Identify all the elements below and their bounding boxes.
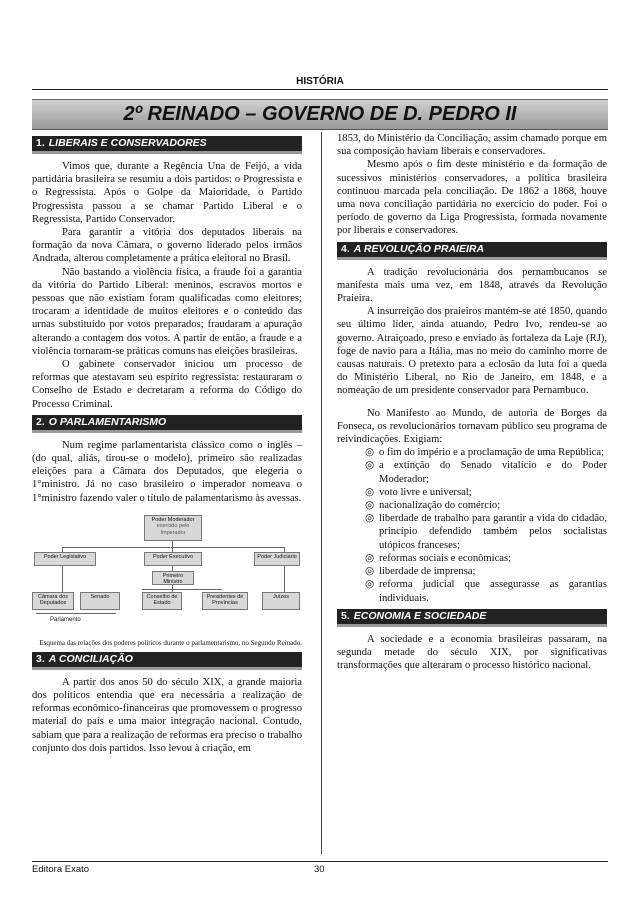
- paragraph: 1853, do Ministério da Conciliação, assim chamado porque em sua composição haviam liberais e conservadores.: [337, 133, 607, 158]
- paragraph: A sociedade e a economia brasileiras passaram, na segunda metade do século XIX, por significativas transformações que alteraram o processo histórico nacional.: [337, 633, 607, 672]
- circle-bullet-icon: ◎: [365, 447, 375, 459]
- paragraph: No Manifesto ao Mundo, de autoria de Borges da Fonseca, os revolucionários tornavam público seu programa de reivindicações. Exigiam:: [337, 407, 607, 446]
- diagram-box-ministro: Primeiro Ministro: [152, 571, 194, 585]
- circle-bullet-icon: ◎: [365, 460, 375, 472]
- paragraph: Vimos que, durante a Regência Una de Feijó, a vida partidária brasileira se resumiu a dois partidos: o Progressista e o Regressista. Após o Golpe da Maioridade, o Partido Progressista passou a se chamar Partido Liberal e o Regressista, Partido Conservador.: [32, 161, 302, 225]
- column-divider: [321, 132, 322, 854]
- page-title: 2º REINADO – GOVERNO DE D. PEDRO II: [32, 99, 608, 130]
- list-item: ◎ reformas sociais e econômicas;: [365, 552, 512, 564]
- circle-bullet-icon: ◎: [365, 566, 375, 578]
- powers-diagram: [32, 515, 302, 635]
- page-header: HISTÓRIA: [32, 76, 608, 90]
- paragraph: A tradição revolucionária dos pernambucanos se manifesta mais uma vez, em 1848, através da Revolução Praieira.: [337, 266, 607, 305]
- right-column: [337, 132, 607, 672]
- circle-bullet-icon: ◎: [365, 486, 375, 498]
- diagram-box-moderador: Poder Moderador exercido pelo Imperador: [144, 515, 202, 541]
- list-item: ◎ liberdade de trabalho para garantir a vida do cidadão, princípio defendido também pelos socialistas utópicos franceses;: [365, 513, 607, 551]
- page-footer: [32, 861, 608, 875]
- diagram-box-juizes: Juízes: [262, 592, 300, 610]
- section-heading-1: 1. LIBERAIS E CONSERVADORES: [32, 136, 302, 154]
- diagram-box-executivo: Poder Executivo: [144, 552, 202, 566]
- list-item: ◎ reforma judicial que assegurasse as garantias individuais.: [365, 579, 607, 604]
- list-item: ◎ a extinção do Senado vitalício e do Poder Moderador;: [365, 460, 607, 485]
- paragraph: Para garantir a vitória dos deputados liberais na formação da nova Câmara, o governo liderado pelos irmãos Andrada, alterou completamente a prática eleitoral no Brasil.: [32, 227, 302, 265]
- diagram-box-presidentes: Presidentes de Províncias: [202, 592, 248, 610]
- diagram-box-conselho: Conselho de Estado: [142, 592, 182, 610]
- list-item: ◎ voto livre e universal;: [365, 486, 472, 498]
- section-heading-5: 5. ECONOMIA E SOCIEDADE: [337, 609, 607, 627]
- left-column: [32, 132, 302, 755]
- diagram-box-judiciario: Poder Judiciário: [254, 552, 300, 566]
- section-heading-2: 2. O PARLAMENTARISMO: [32, 415, 302, 433]
- diagram-box-legislativo: Poder Legislativo: [34, 552, 96, 566]
- section-heading-4: 4. A REVOLUÇÃO PRAIEIRA: [337, 242, 607, 260]
- list-item: ◎ liberdade de imprensa;: [365, 566, 476, 578]
- circle-bullet-icon: ◎: [365, 579, 375, 591]
- demands-list: [337, 446, 607, 604]
- paragraph: Mesmo após o fim deste ministério e da formação de sucessivos ministérios conservadores, a política brasileira continuou marcada pela conciliação. De 1862 a 1868, houve uma nova conciliação partidária no exercício do poder. Foi o período de governo da Liga Progressista, formada novamente por liberais e conservadores.: [337, 159, 607, 237]
- paragraph: A partir dos anos 50 do século XIX, a grande maioria dos políticos entendia que era necessária a realização de reformas econômico-financeiras que promovessem o progresso material do país e uma maior integração nacional. Contudo, sabiam que para a realização de reformas era preciso o trabalho conjunto dos dois partidos. Isso levou à criação, em: [32, 676, 302, 754]
- section-heading-3: 3. A CONCILIAÇÃO: [32, 652, 302, 670]
- paragraph: Num regime parlamentarista clássico como o inglês – (do qual, aliás, tirou-se o modelo), primeiro são realizadas eleições para a Câmara dos Deputados, que elegeria o 1°ministro. Já no caso brasileiro o imperador nomeava o 1°ministro fazendo valer o título de palamentarismo às avessas.: [32, 439, 302, 504]
- publisher: Editora Exato: [32, 864, 90, 875]
- paragraph: A insurreição dos praieiros mantém-se até 1850, quando seu último líder, ainda atuando, Pedro Ivo, rendeu-se ao governo. Atraiçoado, preso e enviado às fortaleza da Laje (RJ), foge de navio para a Itália, mas no meio do caminho morre de causas naturais. O pretexto para a eclosão da luta foi a queda do Ministério Liberal, no Rio de Janeiro, em 1848, e a nomeação de um presidente conservador para Pernambuco.: [337, 306, 607, 397]
- page-number: 30: [314, 864, 325, 875]
- paragraph: Não bastando a violência física, a fraude foi a garantia da vitória do Partido Liberal: meninos, escravos mortos e pessoas que não existiam foram qualificadas como eleitores; trocaram a identidade de muitos eleitores e o conteúdo das urnas substituído por votos preparados; fraudaram a apuração alterando a contagem dos votos. A partir de então, a fraude e a violência tornaram-se práticas comuns nas eleições brasileiras.: [32, 266, 302, 357]
- circle-bullet-icon: ◎: [365, 500, 375, 512]
- diagram-box-senado: Senado: [80, 592, 120, 610]
- diagram-box-camara: Câmara dos Deputados: [32, 592, 74, 610]
- circle-bullet-icon: ◎: [365, 552, 375, 564]
- list-item: ◎ nacionalização do comércio;: [365, 500, 501, 512]
- paragraph: O gabinete conservador iniciou um processo de reformas que atestavam seu espírito regressista: restauraram o Conselho de Estado e decretaram a reforma do Código do Processo Criminal.: [32, 359, 302, 410]
- list-item: ◎ o fim do império e a proclamação de uma República;: [365, 447, 605, 459]
- diagram-label-parlamento: Parlamento: [50, 616, 81, 623]
- diagram-caption: Esquema das relações dos poderes políticos durante o parlamentarismo, no Segundo Reinado.: [39, 638, 302, 647]
- circle-bullet-icon: ◎: [365, 513, 375, 525]
